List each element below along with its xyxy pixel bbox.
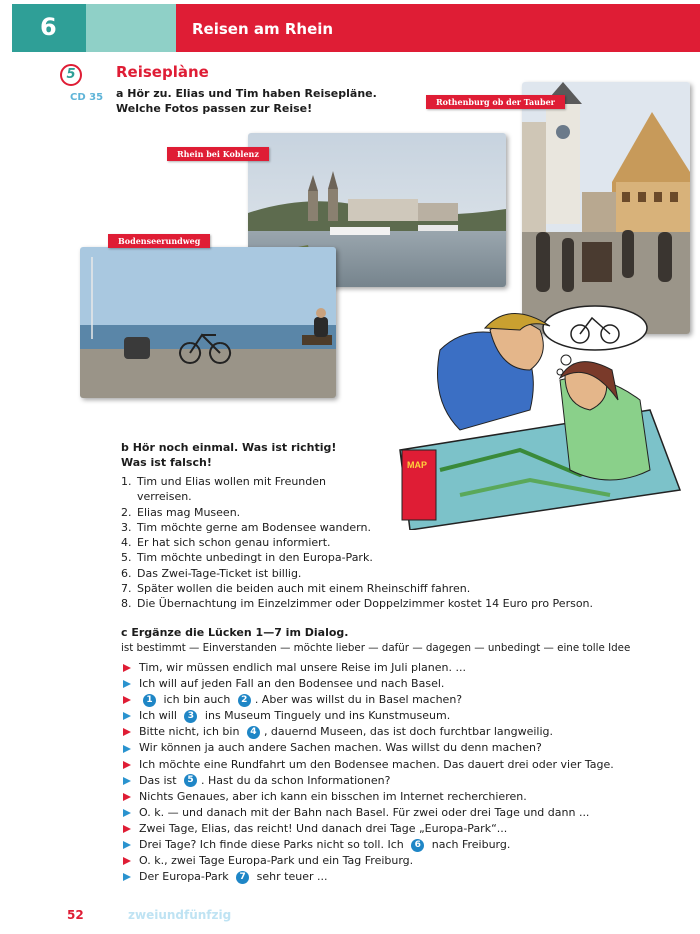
speaker-arrow-icon <box>123 857 131 865</box>
dialog-text: . Hast du da schon Informationen? <box>201 773 391 787</box>
dialog-text: Wir können ja auch andere Sachen machen. Was willst du denn machen? <box>139 741 542 755</box>
statement-number: 2. <box>121 505 132 519</box>
dialog-text: Ich will <box>139 709 181 723</box>
statement-item <box>121 474 593 489</box>
speaker-arrow-icon <box>123 745 131 753</box>
map-label-text: MAP <box>407 460 427 470</box>
statement-item <box>121 596 593 611</box>
dialog-text: O. k. — und danach mit der Bahn nach Basel. Für zwei oder drei Tage und dann ... <box>139 805 590 819</box>
task-a-line-2: Welche Fotos passen zur Reise! <box>116 102 313 115</box>
statement-item <box>121 520 593 535</box>
statement-item <box>121 505 593 520</box>
bodensee-scene <box>80 247 336 398</box>
dialog-line <box>123 676 614 692</box>
statement-number: 7. <box>121 582 132 596</box>
statement-text: Die Übernachtung im Einzelzimmer oder Doppelzimmer kostet 14 Euro pro Person. <box>137 597 594 611</box>
dialog-text: Das ist <box>139 773 181 787</box>
dialog-text: , dauernd Museen, das ist doch furchtbar langweilig. <box>263 725 554 739</box>
statement-item <box>121 535 593 550</box>
gap-number-badge: 3 <box>184 710 197 723</box>
header-stripe <box>86 4 176 52</box>
word-bank: ist bestimmt — Einverstanden — möchte lieber — dafür — dagegen — unbedingt — eine tolle Idee <box>121 642 631 654</box>
dialog-line <box>123 837 614 853</box>
speaker-arrow-icon <box>123 841 131 849</box>
speaker-arrow-icon <box>123 761 131 769</box>
statement-item <box>121 550 593 565</box>
gap-number-badge: 5 <box>184 774 197 787</box>
speaker-arrow-icon <box>123 777 131 785</box>
statement-number: 3. <box>121 520 132 534</box>
dialog-text: Tim, wir müssen endlich mal unsere Reise im Juli planen. ... <box>139 661 466 674</box>
dialog-text: Ich will auf jeden Fall an den Bodensee und nach Basel. <box>139 677 445 691</box>
chapter-title: Reisen am Rhein <box>192 20 334 38</box>
dialog-line <box>123 789 614 805</box>
statement-number: 4. <box>121 536 132 550</box>
dialog-text: Ich möchte eine Rundfahrt um den Bodensee machen. Das dauert drei oder vier Tage. <box>139 757 614 771</box>
statement-number <box>121 489 137 504</box>
speaker-arrow-icon <box>123 712 131 720</box>
dialog-text: Zwei Tage, Elias, das reicht! Und danach drei Tage „Europa-Park“... <box>139 821 508 835</box>
dialog-line <box>123 757 614 773</box>
task-b-instruction <box>121 440 381 470</box>
dialog-line <box>123 821 614 837</box>
page-number-word: zweiundfünfzig <box>128 908 232 922</box>
task-c-instruction: c Ergänze die Lücken 1—7 im Dialog. <box>121 626 349 639</box>
gap-number-badge: 2 <box>238 694 251 707</box>
gap-number-badge: 7 <box>236 871 249 884</box>
statement-text: Tim und Elias wollen mit Freunden <box>137 475 326 488</box>
task-b-statements <box>121 474 593 612</box>
speaker-arrow-icon <box>123 680 131 688</box>
cd-track-label: CD 35 <box>70 92 104 103</box>
speaker-arrow-icon <box>123 873 131 881</box>
page-number: 52 <box>67 908 84 922</box>
dialog-line <box>123 660 614 676</box>
dialog-text: Der Europa-Park <box>139 870 233 884</box>
tag-bodensee: Bodenseerundweg <box>108 234 210 248</box>
photo-rothenburg <box>522 82 690 334</box>
rothenburg-scene <box>522 82 690 334</box>
tag-rothenburg: Rothenburg ob der Tauber <box>426 95 565 109</box>
dialog-line <box>123 773 614 789</box>
statement-text: Er hat sich schon genau informiert. <box>137 536 331 550</box>
speaker-arrow-icon <box>123 825 131 833</box>
statement-text: Elias mag Museen. <box>137 505 241 519</box>
dialog-text: sehr teuer ... <box>253 870 328 884</box>
dialog-line <box>123 869 614 885</box>
statement-number: 5. <box>121 551 132 565</box>
speaker-arrow-icon <box>123 793 131 801</box>
dialog-line <box>123 724 614 740</box>
dialog-line <box>123 740 614 756</box>
statement-number: 6. <box>121 566 132 580</box>
dialog-text: ich bin auch <box>160 693 234 707</box>
statement-text: Später wollen die beiden auch mit einem Rheinschiff fahren. <box>137 582 471 596</box>
task-b-line-2: Was ist falsch! <box>121 456 212 469</box>
statement-text: Tim möchte unbedingt in den Europa-Park. <box>137 551 373 565</box>
statement-item <box>121 489 593 504</box>
dialog-text: . Aber was willst du in Basel machen? <box>254 693 463 707</box>
photo-bodensee <box>80 247 336 398</box>
statement-text: Tim möchte gerne am Bodensee wandern. <box>137 520 371 534</box>
speaker-arrow-icon <box>123 664 131 672</box>
gap-number-badge: 6 <box>411 839 424 852</box>
dialog-text: O. k., zwei Tage Europa-Park und ein Tag Freiburg. <box>139 854 414 868</box>
dialog-text: nach Freiburg. <box>428 838 511 852</box>
chapter-number: 6 <box>12 4 86 52</box>
speaker-arrow-icon <box>123 728 131 736</box>
dialog-line <box>123 805 614 821</box>
gap-number-badge: 4 <box>247 726 260 739</box>
section-number-badge: 5 <box>60 64 82 86</box>
statement-text: Das Zwei-Tage-Ticket ist billig. <box>137 566 302 580</box>
speaker-arrow-icon <box>123 696 131 704</box>
tag-koblenz: Rhein bei Koblenz <box>167 147 269 161</box>
dialog-lines <box>123 660 614 885</box>
section-title: Reiseplàne <box>116 63 209 81</box>
dialog-line <box>123 708 614 724</box>
dialog-text: ins Museum Tinguely und ins Kunstmuseum. <box>201 709 451 723</box>
dialog-line <box>123 853 614 869</box>
statement-item <box>121 566 593 581</box>
dialog-line <box>123 692 614 708</box>
gap-number-badge: 1 <box>143 694 156 707</box>
dialog-text: Bitte nicht, ich bin <box>139 725 243 739</box>
statement-number: 1. <box>121 475 132 488</box>
statement-item <box>121 581 593 596</box>
dialog-text: Nichts Genaues, aber ich kann ein bisschen im Internet recherchieren. <box>139 789 527 803</box>
statement-text: verreisen. <box>137 490 192 504</box>
chapter-header <box>12 4 700 52</box>
dialog-text: Drei Tage? Ich finde diese Parks nicht so toll. Ich <box>139 838 408 852</box>
task-a-line-1: a Hör zu. Elias und Tim haben Reisepläne. <box>116 87 377 100</box>
task-b-line-1: b Hör noch einmal. Was ist richtig! <box>121 441 337 454</box>
speaker-arrow-icon <box>123 809 131 817</box>
task-a-instruction <box>116 86 416 116</box>
statement-number: 8. <box>121 597 132 611</box>
